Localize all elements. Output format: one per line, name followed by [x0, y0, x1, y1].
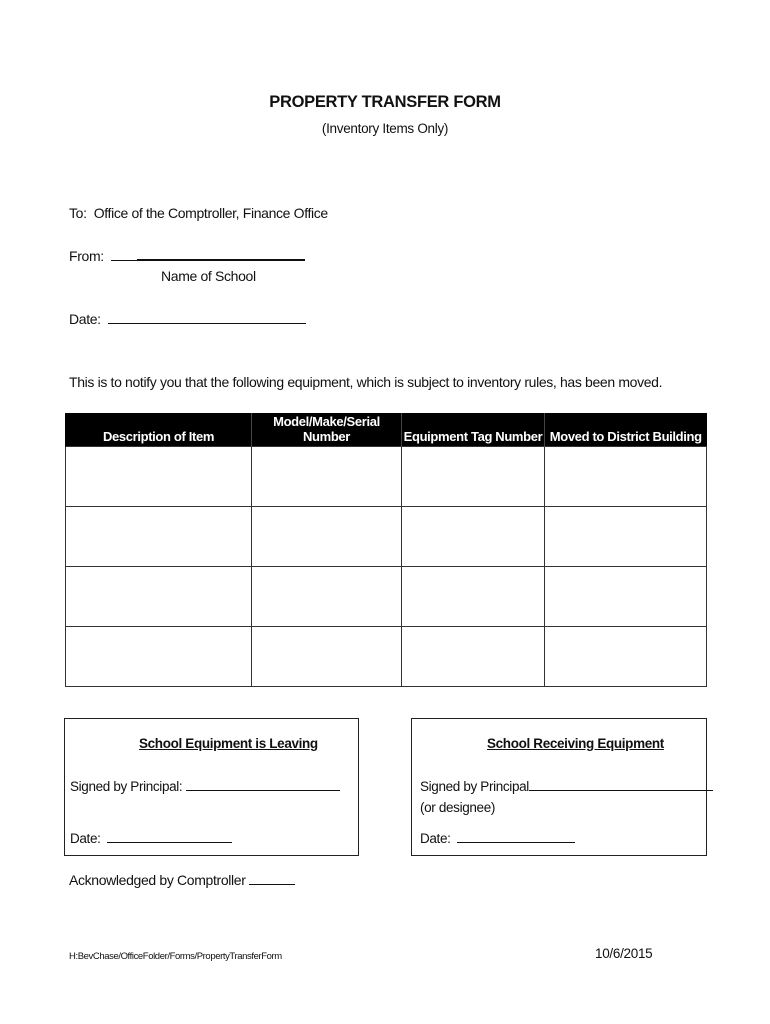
leaving-date-field[interactable] — [107, 830, 232, 843]
table-cell[interactable] — [402, 567, 545, 627]
from-input-line[interactable] — [137, 247, 305, 261]
leaving-signature-field[interactable] — [186, 778, 340, 791]
receiving-date-label: Date: — [420, 831, 451, 846]
table-cell[interactable] — [252, 627, 402, 687]
acknowledged-line — [69, 872, 295, 888]
table-cell[interactable] — [545, 567, 707, 627]
column-header-description: Description of Item — [66, 413, 252, 447]
leaving-signed-line — [70, 778, 340, 794]
receiving-heading: School Receiving Equipment — [487, 736, 664, 751]
leaving-signed-label: Signed by Principal: — [70, 779, 183, 794]
column-header-tag: Equipment Tag Number — [402, 413, 545, 447]
to-value: Office of the Comptroller, Finance Office — [93, 205, 328, 221]
table-row — [66, 627, 707, 687]
receiving-box — [411, 718, 707, 856]
table-cell[interactable] — [545, 627, 707, 687]
table-cell[interactable] — [66, 567, 252, 627]
table-cell[interactable] — [402, 627, 545, 687]
table-cell[interactable] — [402, 447, 545, 507]
leaving-date-line — [70, 830, 232, 846]
table-cell[interactable] — [66, 627, 252, 687]
column-header-moved-to: Moved to District Building — [545, 413, 707, 447]
acknowledged-field[interactable] — [249, 872, 295, 885]
table-cell[interactable] — [252, 567, 402, 627]
date-label: Date: — [69, 311, 101, 327]
to-line — [69, 205, 328, 221]
receiving-signed-label: Signed by Principal — [420, 779, 529, 794]
table-cell[interactable] — [66, 447, 252, 507]
footer-file-path: H:BevChase/OfficeFolder/Forms/PropertyTransferForm — [69, 951, 282, 962]
table-cell[interactable] — [252, 507, 402, 567]
to-label: To: — [69, 205, 87, 221]
table-header-row — [66, 413, 707, 447]
receiving-signature-field[interactable] — [529, 778, 713, 791]
notice-text: This is to notify you that the following equipment, which is subject to inventory rules, has been moved. — [69, 374, 663, 390]
leaving-box — [64, 718, 359, 856]
receiving-designee-note: (or designee) — [420, 800, 495, 815]
receiving-signed-line — [420, 778, 713, 794]
column-header-model: Model/Make/Serial Number — [252, 413, 402, 447]
date-line — [69, 311, 306, 327]
footer-date: 10/6/2015 — [595, 946, 653, 961]
table-cell[interactable] — [252, 447, 402, 507]
leaving-heading: School Equipment is Leaving — [139, 736, 318, 751]
from-underline-short — [111, 248, 137, 261]
form-title: PROPERTY TRANSFER FORM — [269, 93, 501, 111]
table-cell[interactable] — [545, 507, 707, 567]
table-cell[interactable] — [545, 447, 707, 507]
table-row — [66, 447, 707, 507]
leaving-date-label: Date: — [70, 831, 101, 846]
table-cell[interactable] — [66, 507, 252, 567]
table-row — [66, 507, 707, 567]
from-caption: Name of School — [161, 268, 256, 284]
acknowledged-label: Acknowledged by Comptroller — [69, 872, 246, 888]
table-row — [66, 567, 707, 627]
receiving-date-line — [420, 830, 575, 846]
receiving-date-field[interactable] — [457, 830, 575, 843]
date-input-line[interactable] — [108, 311, 306, 324]
from-label: From: — [69, 248, 104, 264]
from-line — [69, 247, 305, 264]
equipment-table — [65, 413, 707, 687]
form-subtitle: (Inventory Items Only) — [321, 121, 449, 136]
table-cell[interactable] — [402, 507, 545, 567]
